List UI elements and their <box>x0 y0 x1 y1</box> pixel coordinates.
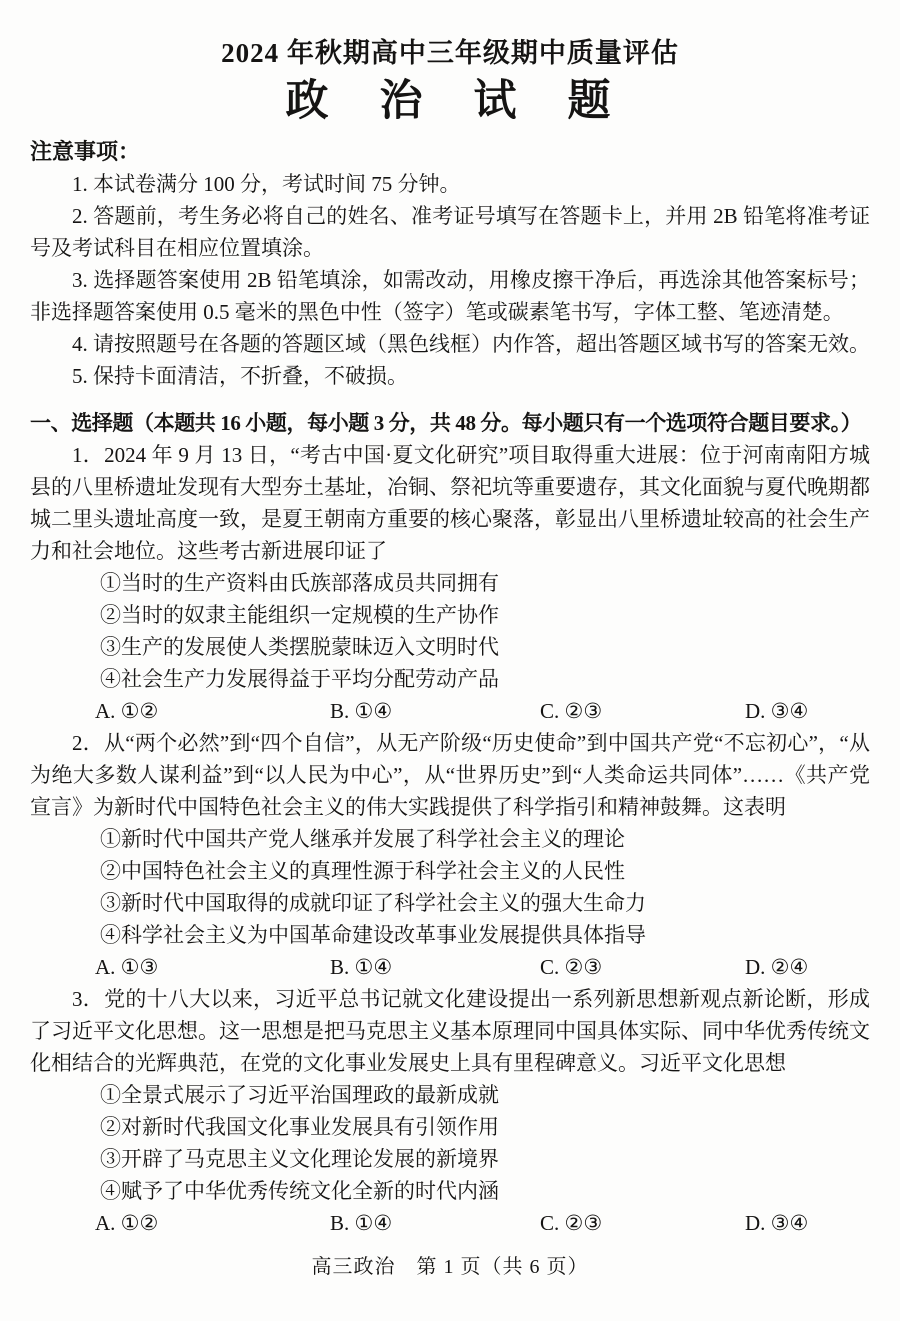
question-2-choices <box>95 951 870 983</box>
question-1 <box>30 439 870 727</box>
question-3-statement-2: ②对新时代我国文化事业发展具有引领作用 <box>100 1115 499 1139</box>
exam-subject-title: 政 治 试 题 <box>285 78 615 125</box>
question-2-choice-b: B. ①④ <box>330 955 393 979</box>
question-2-statement-3: ③新时代中国取得的成就印证了科学社会主义的强大生命力 <box>100 891 646 915</box>
question-1-choice-c: C. ②③ <box>540 699 603 723</box>
question-3-choice-c: C. ②③ <box>540 1211 603 1235</box>
question-3-choice-a: A. ①② <box>95 1211 159 1235</box>
question-2-statement-1: ①新时代中国共产党人继承并发展了科学社会主义的理论 <box>100 827 625 851</box>
notice-item-1: 1. 本试卷满分 100 分，考试时间 75 分钟。 <box>72 172 461 196</box>
question-3-statement-3: ③开辟了马克思主义文化理论发展的新境界 <box>100 1147 499 1171</box>
question-3-statement-1: ①全景式展示了习近平治国理政的最新成就 <box>100 1083 499 1107</box>
question-3-choice-d: D. ③④ <box>745 1211 809 1235</box>
question-2-choice-a: A. ①③ <box>95 955 159 979</box>
question-1-choice-d: D. ③④ <box>745 699 809 723</box>
notice-item-4: 4. 请按照题号在各题的答题区域（黑色线框）内作答，超出答题区域书写的答案无效。 <box>72 332 870 356</box>
question-1-statement-3: ③生产的发展使人类摆脱蒙昧迈入文明时代 <box>100 635 499 659</box>
question-1-statement-1: ①当时的生产资料由氏族部落成员共同拥有 <box>100 571 499 595</box>
exam-session-title: 2024 年秋期高中三年级期中质量评估 <box>221 38 679 68</box>
notice-heading: 注意事项： <box>30 139 141 164</box>
question-2 <box>30 727 870 983</box>
notice-item-5: 5. 保持卡面清洁，不折叠，不破损。 <box>72 364 408 388</box>
question-2-choice-c: C. ②③ <box>540 955 603 979</box>
question-1-choices <box>95 695 870 727</box>
question-2-statement-2: ②中国特色社会主义的真理性源于科学社会主义的人民性 <box>100 859 625 883</box>
question-1-choice-b: B. ①④ <box>330 699 393 723</box>
page-footer: 高三政治 第 1 页（共 6 页） <box>311 1256 589 1278</box>
question-3-statement-4: ④赋予了中华优秀传统文化全新的时代内涵 <box>100 1179 499 1203</box>
question-3 <box>30 983 870 1239</box>
question-2-choice-d: D. ②④ <box>745 955 809 979</box>
question-1-stem: 1．2024 年 9 月 13 日，“考古中国·夏文化研究”项目取得重大进展：位于河南南阳方城县的八里桥遗址发现有大型夯土基址，冶铜、祭祀坑等重要遗存，其文化面貌与夏代晚期都城二里头遗址高度一致，是夏王朝南方重要的核心聚落，彰显出八里桥遗址较高的社会生产力和社会地位。这些考古新进展印证了 <box>30 443 870 563</box>
question-3-stem: 3．党的十八大以来，习近平总书记就文化建设提出一系列新思想新观点新论断，形成了习近平文化思想。这一思想是把马克思主义基本原理同中国具体实际、同中华优秀传统文化相结合的光辉典范，在党的文化事业发展史上具有里程碑意义。习近平文化思想 <box>30 987 870 1075</box>
question-2-statement-4: ④科学社会主义为中国革命建设改革事业发展提供具体指导 <box>100 923 646 947</box>
notice-section <box>30 136 870 392</box>
question-1-statement-2: ②当时的奴隶主能组织一定规模的生产协作 <box>100 603 499 627</box>
question-3-choices <box>95 1207 870 1239</box>
notice-item-2: 2. 答题前，考生务必将自己的姓名、准考证号填写在答题卡上，并用 2B 铅笔将准考证号及考试科目在相应位置填涂。 <box>30 204 870 260</box>
question-3-choice-b: B. ①④ <box>330 1211 393 1235</box>
section-heading-multiple-choice: 一、选择题（本题共 16 小题，每小题 3 分，共 48 分。每小题只有一个选项符合题目要求。） <box>30 411 862 435</box>
question-2-stem: 2．从“两个必然”到“四个自信”，从无产阶级“历史使命”到中国共产党“不忘初心”，“从为绝大多数人谋利益”到“以人民为中心”，从“世界历史”到“人类命运共同体”……《共产党宣言》为新时代中国特色社会主义的伟大实践提供了科学指引和精神鼓舞。这表明 <box>30 731 870 819</box>
notice-item-3: 3. 选择题答案使用 2B 铅笔填涂，如需改动，用橡皮擦干净后，再选涂其他答案标号；非选择题答案使用 0.5 毫米的黑色中性（签字）笔或碳素笔书写，字体工整、笔迹清楚。 <box>30 268 870 324</box>
question-1-choice-a: A. ①② <box>95 699 159 723</box>
question-1-statement-4: ④社会生产力发展得益于平均分配劳动产品 <box>100 667 499 691</box>
